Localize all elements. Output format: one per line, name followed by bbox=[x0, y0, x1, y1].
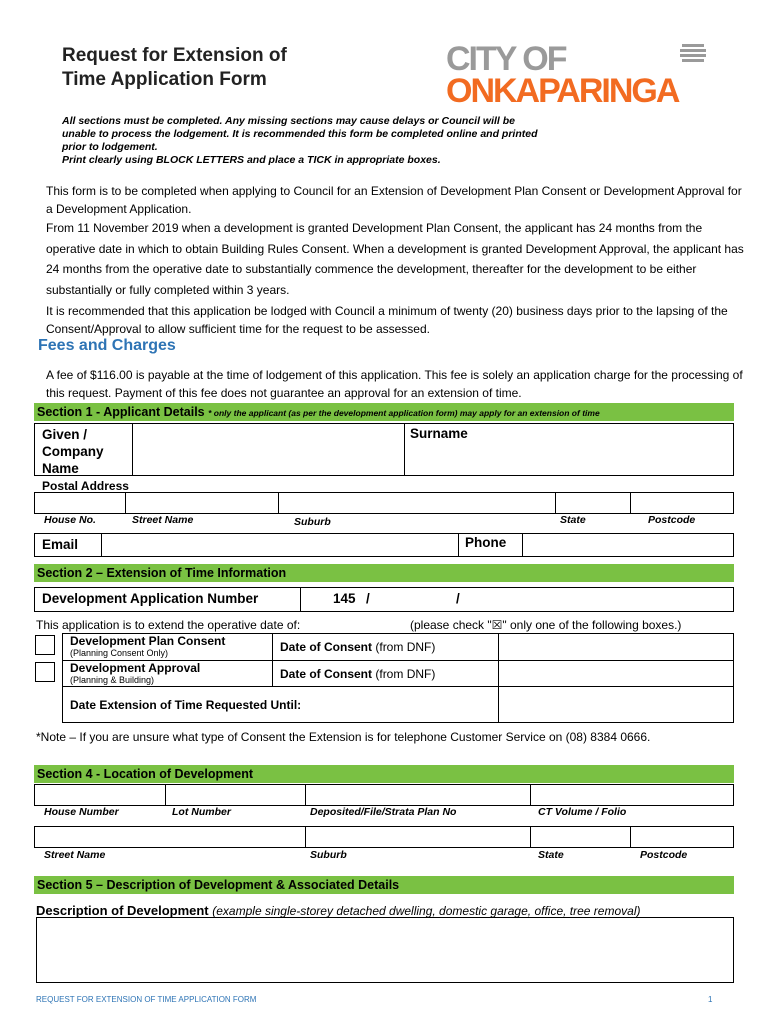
date-of-consent-1-field[interactable] bbox=[499, 634, 733, 660]
fees-heading: Fees and Charges bbox=[38, 337, 176, 354]
postcode-field[interactable] bbox=[631, 493, 733, 513]
plan-number-label: Deposited/File/Strata Plan No bbox=[310, 806, 457, 818]
phone-label: Phone bbox=[465, 535, 507, 550]
logo-line-1: CITY OF bbox=[446, 40, 566, 78]
dnf-1: (from DNF) bbox=[375, 640, 436, 654]
paragraph-lodgement: It is recommended that this application be lodged with Council a minimum of twenty (20) business days prior to the lapsing of the Consent/Approval to allow sufficient time for the request to be assessed. bbox=[46, 304, 728, 336]
plan-number-field[interactable] bbox=[306, 785, 530, 805]
given-name-field[interactable] bbox=[133, 424, 403, 475]
section-5-header bbox=[34, 876, 734, 894]
section-2-title: Section 2 – Extension of Time Information bbox=[37, 566, 287, 580]
ct-volume-folio-label: CT Volume / Folio bbox=[538, 806, 627, 818]
state-label: State bbox=[560, 514, 586, 526]
section-2-header bbox=[34, 564, 734, 582]
date-of-consent-2-field[interactable] bbox=[499, 661, 733, 686]
postal-address-label: Postal Address bbox=[42, 479, 129, 493]
form-title bbox=[62, 44, 287, 92]
location-house-number-field[interactable] bbox=[35, 785, 165, 805]
instructions-text: All sections must be completed. Any missing sections may cause delays or Council will be unable to process the lodgement. It is recommended this form be completed online and printed prior to lodgement. bbox=[62, 115, 538, 153]
description-example: (example single-storey detached dwelling, domestic garage, office, tree removal) bbox=[212, 904, 641, 918]
date-of-consent-1 bbox=[280, 640, 435, 654]
location-suburb-field[interactable] bbox=[306, 827, 530, 847]
dan-year-field[interactable] bbox=[466, 588, 732, 611]
location-street-label: Street Name bbox=[44, 849, 106, 861]
instructions-text-2: Print clearly using BLOCK LETTERS and place a TICK in appropriate boxes. bbox=[62, 154, 441, 166]
dan-slash-2: / bbox=[456, 591, 460, 606]
section-5-title: Section 5 – Description of Development & Associated Details bbox=[37, 878, 400, 892]
surname-label: Surname bbox=[410, 426, 468, 441]
email-label: Email bbox=[42, 537, 79, 552]
dan-number-field[interactable] bbox=[376, 588, 452, 611]
email-field[interactable] bbox=[102, 534, 458, 556]
dan-prefix: 145 bbox=[333, 591, 356, 606]
extension-until-field[interactable] bbox=[499, 687, 733, 722]
suburb-label: Suburb bbox=[294, 516, 331, 528]
dnf-2: (from DNF) bbox=[375, 667, 436, 681]
date-of-consent-1-label: Date of Consent bbox=[280, 640, 373, 654]
development-plan-consent-checkbox[interactable] bbox=[35, 635, 55, 655]
location-house-number-label: House Number bbox=[44, 806, 119, 818]
option-1-sublabel: (Planning Consent Only) bbox=[70, 648, 169, 658]
section-1-header bbox=[34, 403, 734, 421]
instructions bbox=[62, 115, 542, 167]
extension-until-label: Date Extension of Time Requested Until: bbox=[70, 698, 302, 712]
dan-label: Development Application Number bbox=[42, 591, 259, 606]
location-postcode-label: Postcode bbox=[640, 849, 688, 861]
fees-text: A fee of $116.00 is payable at the time of lodgement of this application. This fee is solely an application charge for the processing of this request. Payment of this fee does not guarantee an approval for an extension of time. bbox=[46, 368, 743, 400]
location-state-label: State bbox=[538, 849, 564, 861]
logo-line-2: ONKAPARINGA bbox=[446, 72, 679, 106]
city-of-onkaparinga-logo bbox=[446, 40, 731, 106]
section-4-title: Section 4 - Location of Development bbox=[37, 767, 253, 781]
date-of-consent-2 bbox=[280, 667, 435, 681]
title-line-2: Time Application Form bbox=[62, 69, 267, 90]
ct-volume-folio-field[interactable] bbox=[531, 785, 733, 805]
lot-number-label: Lot Number bbox=[172, 806, 231, 818]
state-field[interactable] bbox=[556, 493, 630, 513]
house-no-label: House No. bbox=[44, 514, 96, 526]
location-street-field[interactable] bbox=[35, 827, 305, 847]
footer-title: REQUEST FOR EXTENSION OF TIME APPLICATION FORM bbox=[36, 995, 257, 1004]
house-no-field[interactable] bbox=[35, 493, 125, 513]
development-approval-checkbox[interactable] bbox=[35, 662, 55, 682]
consent-note: *Note – If you are unsure what type of Consent the Extension is for telephone Customer Service on (08) 8384 0666. bbox=[36, 730, 651, 744]
location-suburb-label: Suburb bbox=[310, 849, 347, 861]
date-of-consent-2-label: Date of Consent bbox=[280, 667, 373, 681]
section-1-title: Section 1 - Applicant Details bbox=[37, 405, 205, 419]
description-heading bbox=[36, 903, 640, 918]
option-2-sublabel: (Planning & Building) bbox=[70, 675, 155, 685]
title-line-1: Request for Extension of bbox=[62, 45, 287, 66]
option-1-label: Development Plan Consent bbox=[70, 634, 226, 648]
given-name-label: Given / Company Name bbox=[42, 427, 104, 476]
section-4-header bbox=[34, 765, 734, 783]
suburb-field[interactable] bbox=[279, 493, 555, 513]
paragraph-timeframes: From 11 November 2019 when a development is granted Development Plan Consent, the applicant has 24 months from the operative date in which to obtain Building Rules Consent. When a development is granted Development Approval, the applicant has 24 months from the operative date to substantially commence the development, thereafter for the development to be either substantially or fully completed within 3 years. bbox=[46, 221, 744, 297]
page-number: 1 bbox=[708, 995, 713, 1004]
paragraph-purpose: This form is to be completed when applying to Council for an Extension of Development Plan Consent or Development Approval for a Development Application. bbox=[46, 184, 742, 216]
lot-number-field[interactable] bbox=[166, 785, 305, 805]
description-field[interactable] bbox=[36, 917, 734, 983]
description-label: Description of Development bbox=[36, 903, 209, 918]
check-note: (please check "☒" only one of the following boxes.) bbox=[410, 618, 682, 632]
street-name-field[interactable] bbox=[126, 493, 278, 513]
street-name-label: Street Name bbox=[132, 514, 194, 526]
logo-emblem-icon bbox=[680, 44, 706, 62]
option-2-label: Development Approval bbox=[70, 661, 201, 675]
location-state-field[interactable] bbox=[531, 827, 630, 847]
phone-field[interactable] bbox=[523, 534, 733, 556]
section-1-note: * only the applicant (as per the development application form) may apply for an extension of time bbox=[208, 408, 600, 418]
surname-field[interactable] bbox=[406, 445, 732, 475]
postcode-label: Postcode bbox=[648, 514, 696, 526]
extend-text: This application is to extend the operative date of: bbox=[36, 618, 301, 632]
location-postcode-field[interactable] bbox=[631, 827, 733, 847]
dan-slash-1: / bbox=[366, 591, 370, 606]
